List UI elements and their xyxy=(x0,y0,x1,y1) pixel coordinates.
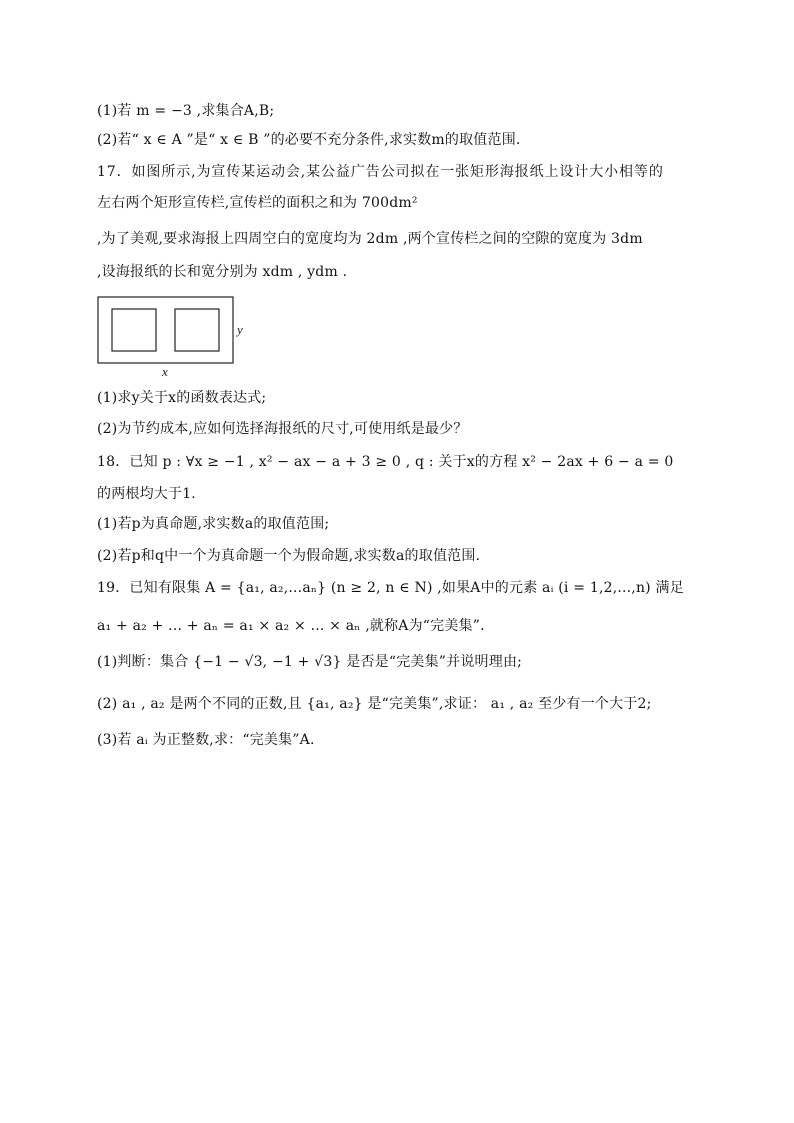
q18-part1: (1)若p为真命题,求实数a的取值范围; xyxy=(97,516,330,532)
poster-figure xyxy=(97,296,257,380)
q16-part2: (2)若“ x ∈ A ”是“ x ∈ B ”的必要不充分条件,求实数m的取值范围. xyxy=(97,132,521,148)
q18-part2: (2)若p和q中一个为真命题一个为假命题,求实数a的取值范围. xyxy=(97,548,481,564)
right-panel xyxy=(175,309,219,351)
q18-stem-line1: 18．已知 p : ∀x ≥ −1 , x² − ax − a + 3 ≥ 0 , q : 关于x的方程 x² − 2ax + 6 − a = 0 xyxy=(97,454,674,470)
q17-part1: (1)求y关于x的函数表达式; xyxy=(97,390,267,406)
q19-part1: (1)判断：集合 {−1 − √3, −1 + √3} 是否是“完美集”并说明理由; xyxy=(97,654,523,670)
x-label: x xyxy=(162,364,168,379)
q17-stem-line3: ,为了美观,要求海报上四周空白的宽度均为 2dm ,两个宣传栏之间的空隙的宽度为 3dm xyxy=(97,231,643,247)
q19-part3: (3)若 aᵢ 为正整数,求：“完美集”A. xyxy=(97,732,315,748)
q17-stem-line2: 左右两个矩形宣传栏,宣传栏的面积之和为 700dm² xyxy=(97,195,418,211)
y-label: y xyxy=(237,322,243,337)
q19-part2: (2) a₁ , a₂ 是两个不同的正数,且 {a₁, a₂} 是“完美集”,求证： a₁ , a₂ 至少有一个大于2; xyxy=(97,696,652,712)
q19-stem-line2: a₁ + a₂ + ... + aₙ = a₁ × a₂ × ... × aₙ ,就称A为“完美集”. xyxy=(97,618,485,634)
q17-stem-line1: 17．如图所示,为宣传某运动会,某公益广告公司拟在一张矩形海报纸上设计大小相等的 xyxy=(97,164,664,180)
left-panel xyxy=(112,309,156,351)
q16-part1: (1)若 m = −3 ,求集合A,B; xyxy=(97,103,275,119)
q19-stem-line1: 19．已知有限集 A = {a₁, a₂,...aₙ} (n ≥ 2, n ∈ N) ,如果A中的元素 aᵢ (i = 1,2,...,n) 满足 xyxy=(97,580,684,596)
q17-stem-line4: ,设海报纸的长和宽分别为 xdm , ydm . xyxy=(97,264,348,280)
q17-part2: (2)为节约成本,应如何选择海报纸的尺寸,可使用纸是最少？ xyxy=(97,421,468,437)
poster-outline xyxy=(98,297,233,363)
q18-stem-line2: 的两根均大于1. xyxy=(97,486,196,502)
